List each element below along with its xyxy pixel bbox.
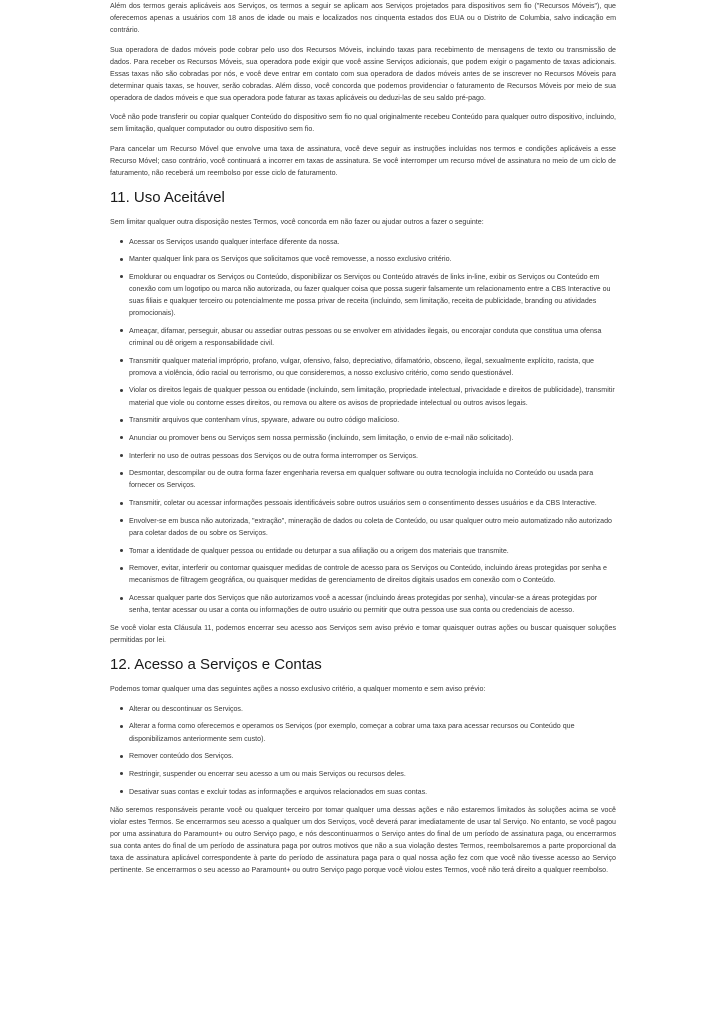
list-item: Acessar qualquer parte dos Serviços que não autorizamos você a acessar (incluindo áreas protegidas por senha), vincular-se a áreas protegidas por senha, tentar acessar ou usar a conta ou informações de outro usuário ou permitir que outra pessoa use sua conta ou credenciais de acesso. (129, 592, 616, 616)
list-item: Interferir no uso de outras pessoas dos Serviços ou de outra forma interromper os Serviços. (129, 450, 616, 462)
list-item: Anunciar ou promover bens ou Serviços sem nossa permissão (incluindo, sem limitação, o envio de e-mail não solicitado). (129, 432, 616, 444)
intro-paragraph-2: Sua operadora de dados móveis pode cobrar pelo uso dos Recursos Móveis, incluindo taxas para recebimento de mensagens de texto ou transmissão de dados. Para receber os Recursos Móveis, sua operadora pode exigir que você assine Serviços adicionais, que podem exigir o pagamento de taxas adicionais. Essas taxas não são cobradas por nós, e você deve entrar em contato com sua operadora de dados móveis antes de se inscrever no Recursos Móveis para determinar quais taxas, se houver, serão cobradas. Além disso, você concorda que podemos providenciar o faturamento de Recursos Móveis por meio de sua operadora de dados móveis e que sua operadora pode faturar as taxas aplicáveis ou deduzi-las de seu saldo pré-pago. (110, 45, 616, 102)
list-item: Transmitir, coletar ou acessar informações pessoais identificáveis sobre outros usuários sem o consentimento desses usuários e da CBS Interactive. (129, 497, 616, 509)
list-item: Manter qualquer link para os Serviços que solicitamos que você removesse, a nosso exclusivo critério. (129, 253, 616, 265)
list-item: Desmontar, descompilar ou de outra forma fazer engenharia reversa em qualquer software ou outra tecnologia incluída no Conteúdo ou usada para fornecer os Serviços. (129, 467, 616, 491)
section-11-closing: Se você violar esta Cláusula 11, podemos encerrar seu acesso aos Serviços sem aviso prévio e tomar quaisquer outras ações ou buscar quaisquer soluções permitidas por lei. (110, 624, 616, 645)
section-11-heading: 11. Uso Aceitável (110, 189, 225, 207)
list-item: Acessar os Serviços usando qualquer interface diferente da nossa. (129, 236, 616, 248)
list-item: Emoldurar ou enquadrar os Serviços ou Conteúdo, disponibilizar os Serviços ou Conteúdo através de links in-line, exibir os Serviços ou Conteúdo em conexão com um logotipo ou marca não autorizada, ou fazer qualquer coisa que possa sugerir falsamente um relacionamento entre a CBS Interactive ou suas filiais e qualquer terceiro ou potencialmente me possa privar de receita (incluindo, sem limitação, receita de publicidade, branding ou atividades promocionais). (129, 271, 616, 319)
list-item: Alterar ou descontinuar os Serviços. (129, 703, 616, 715)
list-item: Restringir, suspender ou encerrar seu acesso a um ou mais Serviços ou recursos deles. (129, 768, 616, 780)
list-item: Transmitir qualquer material impróprio, profano, vulgar, ofensivo, falso, depreciativo, difamatório, obsceno, ilegal, sexualmente explícito, racista, que promova a violência, ódio racial ou terrorismo, ou que consideremos, a nosso exclusivo critério, como sendo questionável. (129, 355, 616, 379)
list-item: Ameaçar, difamar, perseguir, abusar ou assediar outras pessoas ou se envolver em atividades ilegais, ou encorajar conduta que constitua uma ofensa criminal ou dê origem a responsabilidade civil. (129, 325, 616, 349)
section-11-list (110, 236, 616, 617)
list-item: Remover conteúdo dos Serviços. (129, 750, 616, 762)
list-item: Envolver-se em busca não autorizada, "extração", mineração de dados ou coleta de Conteúdo, ou usar qualquer outro meio automatizado não autorizado para coletar dados de ou sobre os Serviços. (129, 515, 616, 539)
section-12-heading: 12. Acesso a Serviços e Contas (110, 656, 322, 674)
section-12-lead: Podemos tomar qualquer uma das seguintes ações a nosso exclusivo critério, a qualquer momento e sem aviso prévio: (110, 685, 486, 694)
intro-paragraph-3: Você não pode transferir ou copiar qualquer Conteúdo do dispositivo sem fio no qual originalmente recebeu Conteúdo para qualquer outro dispositivo, incluindo, sem limitação, qualquer computador ou outro dispositivo sem fio. (110, 113, 616, 134)
list-item: Transmitir arquivos que contenham vírus, spyware, adware ou outro código malicioso. (129, 414, 616, 426)
intro-paragraph-1: Além dos termos gerais aplicáveis aos Serviços, os termos a seguir se aplicam aos Serviços projetados para dispositivos sem fio ("Recursos Móveis"), que oferecemos apenas a usuários com 18 anos de idade ou mais e localizados nos cinquenta estados dos EUA ou o Distrito de Columbia, salvo indicação em contrário. (110, 2, 616, 35)
section-11-lead: Sem limitar qualquer outra disposição nestes Termos, você concorda em não fazer ou ajudar outros a fazer o seguinte: (110, 218, 484, 227)
list-item: Violar os direitos legais de qualquer pessoa ou entidade (incluindo, sem limitação, propriedade intelectual, privacidade e direitos de publicidade), transmitir material que viole ou contorne esses direitos, ou remova ou altere os avisos de propriedade intelectual ou outros avisos legais. (129, 384, 616, 408)
list-item: Desativar suas contas e excluir todas as informações e arquivos relacionados em suas contas. (129, 786, 616, 798)
list-item: Tomar a identidade de qualquer pessoa ou entidade ou deturpar a sua afiliação ou a origem dos materiais que transmite. (129, 545, 616, 557)
list-item: Remover, evitar, interferir ou contornar quaisquer medidas de controle de acesso para os Serviços ou Conteúdo, incluindo áreas protegidas por senha e mecanismos de filtragem geográfica, ou quaisquer medidas de gerenciamento de direitos digitais usados em conexão com o Conteúdo. (129, 562, 616, 586)
intro-paragraph-4: Para cancelar um Recurso Móvel que envolve uma taxa de assinatura, você deve seguir as instruções incluídas nos termos e condições aplicáveis a esse Recurso Móvel; caso contrário, você continuará a incorrer em taxas de assinatura. Se você interromper um recurso móvel de assinatura no meio de um ciclo de faturamento, não receberá um reembolso por esse ciclo de faturamento. (110, 144, 616, 178)
section-12-closing: Não seremos responsáveis perante você ou qualquer terceiro por tomar qualquer uma dessas ações e não estaremos limitados às soluções acima se você violar estes Termos. Se encerrarmos seu acesso a qualquer um dos Serviços, você deverá parar imediatamente de usar tal Serviço. No entanto, se você pagou por uma assinatura do Paramount+ ou outro Serviço pago, e nós descontinuarmos o Serviço antes do final de um período de assinatura paga, ou encerrarmos sua conta antes do final de um período de assinatura paga por outros motivos que não a sua violação destes Termos, reembolsaremos a parte proporcional da taxa de assinatura aplicável correspondente à parte do período de assinatura paga para o qual nossa ação fez com que você não tivesse acesso ao Serviço pertinente. Se encerrarmos o seu acesso ao Paramount+ ou outro Serviço pago porque você violou estes Termos, você não terá direito a qualquer reembolso. (110, 805, 616, 875)
section-12-list (110, 703, 616, 798)
list-item: Alterar a forma como oferecemos e operamos os Serviços (por exemplo, começar a cobrar uma taxa para acessar recursos ou Conteúdo que disponibilizamos anteriormente sem custo). (129, 720, 616, 744)
